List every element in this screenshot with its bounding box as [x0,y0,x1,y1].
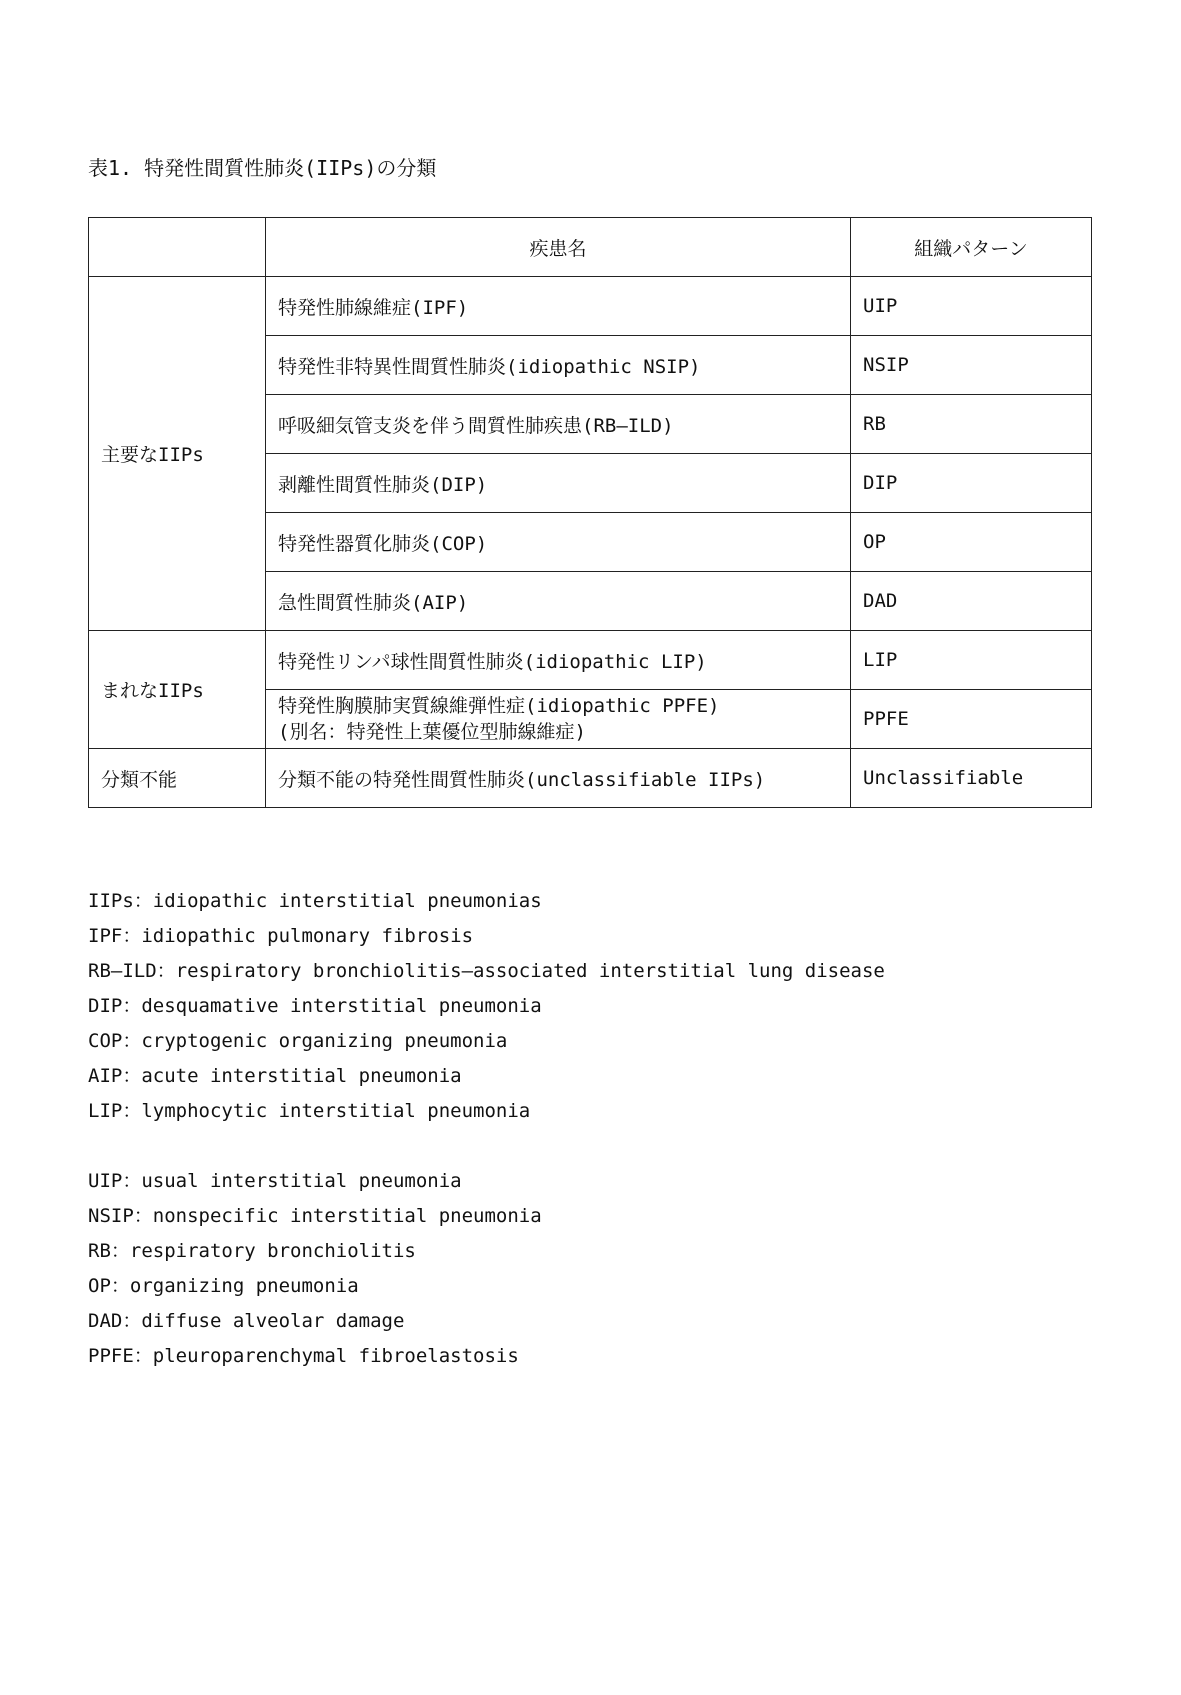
disease-name: 特発性非特異性間質性肺炎(idiopathic NSIP) [266,336,851,395]
disease-name: 急性間質性肺炎(AIP) [266,572,851,631]
group-label: 主要なIIPs [89,277,266,631]
header-cell-disease: 疾患名 [266,218,851,277]
note-line: DAD：diffuse alveolar damage [88,1310,405,1332]
table-row [89,631,1092,690]
disease-name: 特発性肺線維症(IPF) [266,277,851,336]
disease-name [266,690,851,749]
pattern: RB [851,395,1092,454]
pattern: LIP [851,631,1092,690]
pattern: DIP [851,454,1092,513]
disease-name-line2: (別名：特発性上葉優位型肺線維症) [278,721,586,743]
group-label: 分類不能 [89,749,266,808]
pattern: UIP [851,277,1092,336]
disease-name: 剥離性間質性肺炎(DIP) [266,454,851,513]
table-caption: 表1. 特発性間質性肺炎(IIPs)の分類 [88,156,437,180]
note-line: DIP：desquamative interstitial pneumonia [88,995,542,1017]
note-line: LIP：lymphocytic interstitial pneumonia [88,1100,531,1122]
note-line: IPF：idiopathic pulmonary fibrosis [88,925,474,947]
note-line: IIPs：idiopathic interstitial pneumonias [88,890,542,912]
pattern: DAD [851,572,1092,631]
table-header-row [89,218,1092,277]
disease-name: 呼吸細気管支炎を伴う間質性肺疾患(RB—ILD) [266,395,851,454]
note-line: PPFE：pleuroparenchymal fibroelastosis [88,1345,519,1367]
note-line: COP：cryptogenic organizing pneumonia [88,1030,508,1052]
disease-name-line1: 特発性胸膜肺実質線維弾性症(idiopathic PPFE) [278,695,720,717]
disease-name: 特発性リンパ球性間質性肺炎(idiopathic LIP) [266,631,851,690]
disease-name: 分類不能の特発性間質性肺炎(unclassifiable IIPs) [266,749,851,808]
header-cell-category [89,218,266,277]
note-line: NSIP：nonspecific interstitial pneumonia [88,1205,542,1227]
table-row [89,749,1092,808]
disease-name: 特発性器質化肺炎(COP) [266,513,851,572]
table-row [89,277,1092,336]
iips-classification-table [88,217,1092,808]
header-cell-pattern: 組織パターン [851,218,1092,277]
pattern: OP [851,513,1092,572]
note-line: RB—ILD：respiratory bronchiolitis—associated interstitial lung disease [88,960,885,982]
group-label: まれなIIPs [89,631,266,749]
note-line: AIP：acute interstitial pneumonia [88,1065,462,1087]
note-line: UIP：usual interstitial pneumonia [88,1170,462,1192]
note-line: RB：respiratory bronchiolitis [88,1240,416,1262]
pattern: PPFE [851,690,1092,749]
pattern: Unclassifiable [851,749,1092,808]
note-line: OP：organizing pneumonia [88,1275,359,1297]
pattern: NSIP [851,336,1092,395]
abbreviation-notes [88,884,885,1374]
